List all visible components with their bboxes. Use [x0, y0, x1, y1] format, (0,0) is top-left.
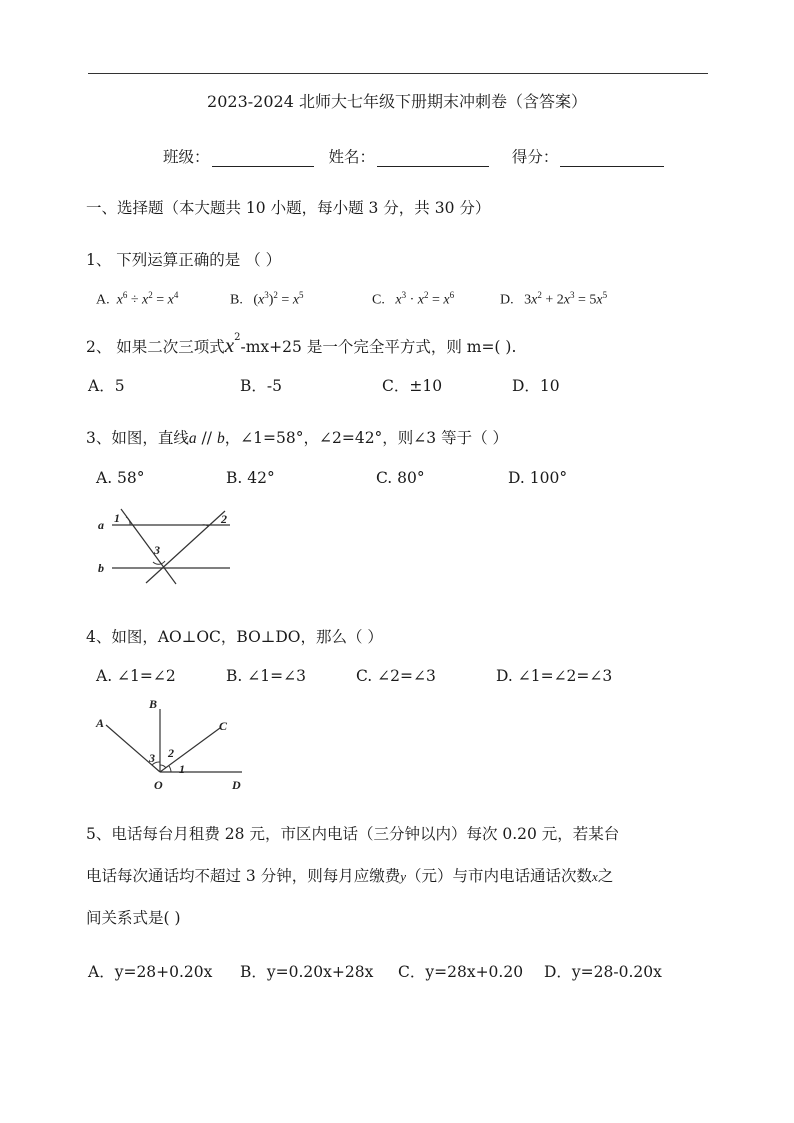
- q3-option-a: A. 58°: [96, 469, 145, 487]
- q5-option-d: D．y=28-0.20x: [544, 963, 662, 981]
- q3-figure: [94, 505, 238, 585]
- q2-option-c: C．±10: [382, 377, 443, 395]
- class-field[interactable]: [212, 148, 314, 167]
- question-3-stem: 3、如图，直线a // b，∠1=58°，∠2=42°，则∠3 等于（ ）: [86, 429, 509, 447]
- score-field[interactable]: [560, 148, 664, 167]
- q1-option-c: C. $x^3 \cdot x^2 = x^6$: [372, 290, 455, 308]
- q4-option-c: C. ∠2=∠3: [356, 667, 436, 685]
- q5-option-b: B．y=0.20x+28x: [240, 963, 374, 981]
- question-1-stem: 1、 下列运算正确的是 （ ）: [86, 251, 282, 269]
- label-1: 1: [179, 762, 185, 776]
- angle-2-arc: [160, 765, 166, 768]
- label-a: a: [98, 518, 104, 532]
- score-label: 得分：: [511, 148, 559, 166]
- label-D: D: [232, 778, 241, 792]
- q5-option-a: A．y=28+0.20x: [88, 963, 213, 981]
- q2-option-d: D．10: [512, 377, 560, 395]
- label-C: C: [219, 719, 228, 733]
- q4-option-a: A. ∠1=∠2: [96, 667, 176, 685]
- label-2: 2: [221, 512, 227, 526]
- name-field[interactable]: [377, 148, 489, 167]
- label-A: A: [96, 716, 105, 730]
- section-heading: 一、选择题（本大题共 10 小题，每小题 3 分，共 30 分）: [86, 199, 491, 217]
- question-2-stem: 2、 如果二次三项式$x^2-mx+25$ 是一个完全平方式，则 m=( ).: [86, 332, 517, 357]
- info-row: [163, 145, 664, 167]
- q3-option-c: C. 80°: [376, 469, 425, 487]
- q1-option-b: B. $(x^3)^2 = x^5$: [230, 290, 304, 308]
- question-5-line-2: 电话每次通话均不超过 3 分钟，则每月应缴费y（元）与市内电话通话次数x之: [86, 867, 614, 885]
- name-label: 姓名：: [328, 148, 375, 166]
- q4-option-d: D. ∠1=∠2=∠3: [496, 667, 613, 685]
- label-2: 2: [168, 746, 174, 760]
- label-1: 1: [114, 511, 120, 525]
- label-3: 3: [149, 751, 155, 765]
- angle-1-arc: [126, 517, 130, 525]
- page-title: 2023-2024 北师大七年级下册期末冲刺卷（含答案）: [207, 92, 587, 111]
- label-b: b: [98, 561, 104, 575]
- question-4-stem: 4、如图，AO⊥OC，BO⊥DO，那么（ ）: [86, 628, 383, 646]
- label-3: 3: [154, 543, 160, 557]
- q3-option-d: D. 100°: [508, 469, 568, 487]
- q4-option-b: B. ∠1=∠3: [226, 667, 306, 685]
- question-5-line-3: 间关系式是( ): [86, 909, 181, 927]
- q5-option-c: C．y=28x+0.20: [398, 963, 524, 981]
- q3-option-b: B. 42°: [226, 469, 275, 487]
- q2-option-b: B．-5: [240, 377, 282, 395]
- q1-option-a: A. $x^6 \div x^2 = x^4$: [96, 290, 179, 308]
- q1-option-d: D. $3x^2 + 2x^3 = 5x^5$: [500, 290, 608, 308]
- label-B: B: [149, 697, 158, 711]
- question-5-line-1: 5、电话每台月租费 28 元，市区内电话（三分钟以内）每次 0.20 元，若某台: [86, 825, 620, 843]
- q4-figure: [92, 695, 252, 795]
- angle-1-arc: [169, 766, 171, 772]
- q2-option-a: A．5: [88, 377, 125, 395]
- top-rule: [88, 73, 708, 74]
- class-label: 班级：: [163, 148, 210, 166]
- label-O: O: [154, 778, 163, 792]
